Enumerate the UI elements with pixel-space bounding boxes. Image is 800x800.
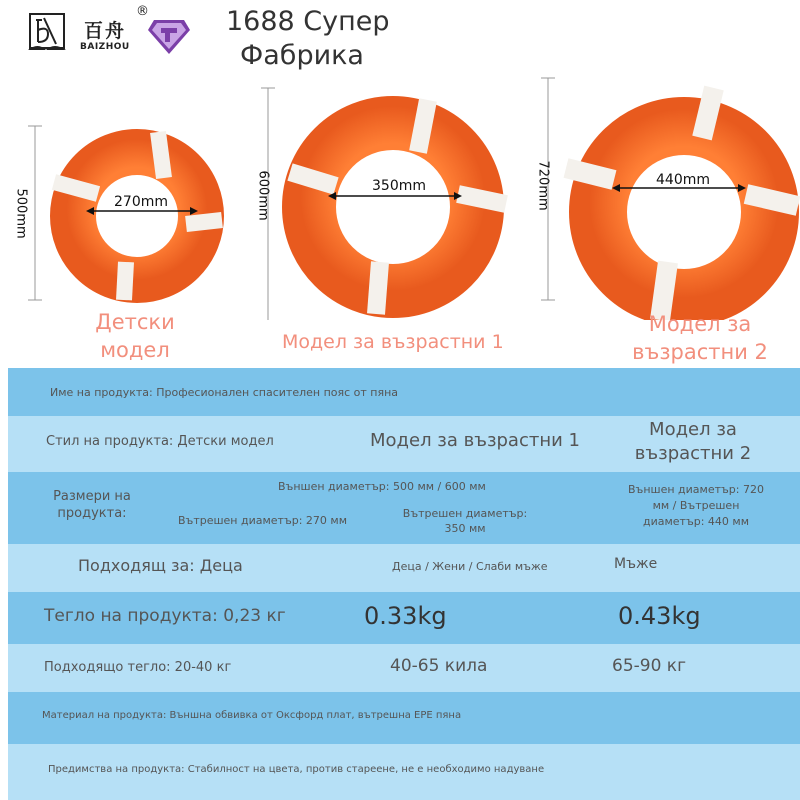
size-inner-adult1: Вътрешен диаметър: 350 мм bbox=[402, 507, 528, 535]
row-style bbox=[8, 416, 800, 472]
child-lifebuoy bbox=[28, 126, 222, 300]
adult2-model-caption: Модел за възрастни 2 bbox=[632, 312, 768, 364]
row-material bbox=[8, 692, 800, 744]
brand-name-cn: 百舟 bbox=[84, 20, 127, 42]
factory-title-line2: Фабрика bbox=[240, 40, 364, 71]
child-height: 500mm bbox=[13, 188, 29, 239]
row-body-weight bbox=[8, 644, 800, 692]
size-outer: Външен диаметър: 500 мм / 600 мм bbox=[278, 480, 486, 493]
adult1-lifebuoy bbox=[261, 88, 506, 320]
row-product-name bbox=[8, 368, 800, 416]
suitable-adult2: Мъже bbox=[614, 556, 658, 572]
material-text: Материал на продукта: Външна обвивка от Оксфорд плат, вътрешна EPE пяна bbox=[42, 710, 462, 721]
row-advantages bbox=[8, 744, 800, 800]
adult1-model-caption: Модел за възрастни 1 bbox=[282, 331, 504, 353]
super-factory-badge-icon bbox=[146, 12, 192, 58]
weight-adult1: 0.33kg bbox=[364, 602, 447, 630]
row-suitable bbox=[8, 544, 800, 592]
adult1-inner-diameter: 350mm bbox=[372, 178, 426, 194]
adult2-lifebuoy bbox=[541, 78, 798, 320]
size-inner-child: Вътрешен диаметър: 270 мм bbox=[178, 514, 348, 527]
row-size bbox=[8, 472, 800, 544]
suitable-label: Подходящ за: Деца bbox=[78, 556, 243, 575]
size-adult2: Външен диаметър: 720 мм / Вътрешен диаметър: 440 мм bbox=[628, 483, 764, 528]
size-label: Размери на продукта: bbox=[53, 489, 131, 521]
suitable-adult1: Деца / Жени / Слаби мъже bbox=[392, 560, 548, 573]
registered-mark: ® bbox=[136, 4, 149, 19]
weight-adult2: 0.43kg bbox=[618, 602, 701, 630]
body-weight-adult1: 40-65 кила bbox=[390, 656, 488, 676]
body-weight-label: Подходящо тегло: 20-40 кг bbox=[44, 660, 232, 675]
adult2-inner-diameter: 440mm bbox=[656, 172, 710, 188]
weight-label: Тегло на продукта: 0,23 кг bbox=[44, 606, 286, 626]
style-adult2: Модел за възрастни 2 bbox=[634, 419, 752, 464]
child-inner-diameter: 270mm bbox=[114, 194, 168, 210]
body-weight-adult2: 65-90 кг bbox=[612, 656, 687, 676]
adult2-height: 720mm bbox=[535, 160, 551, 211]
brand-logo-icon bbox=[26, 12, 68, 54]
spec-table bbox=[8, 368, 800, 800]
child-model-caption: Детски модел bbox=[95, 310, 175, 362]
brand-name-en: BAIZHOU bbox=[80, 42, 130, 52]
style-adult1: Модел за възрастни 1 bbox=[370, 430, 580, 451]
row-weight bbox=[8, 592, 800, 644]
style-label: Стил на продукта: Детски модел bbox=[46, 434, 274, 449]
adult1-height: 600mm bbox=[255, 170, 271, 221]
advantages-text: Предимства на продукта: Стабилност на цвета, против стареене, не е необходимо надуване bbox=[48, 764, 545, 775]
product-name-text: Име на продукта: Професионален спасителен пояс от пяна bbox=[50, 386, 399, 399]
factory-title-line1: 1688 Супер bbox=[226, 6, 390, 37]
